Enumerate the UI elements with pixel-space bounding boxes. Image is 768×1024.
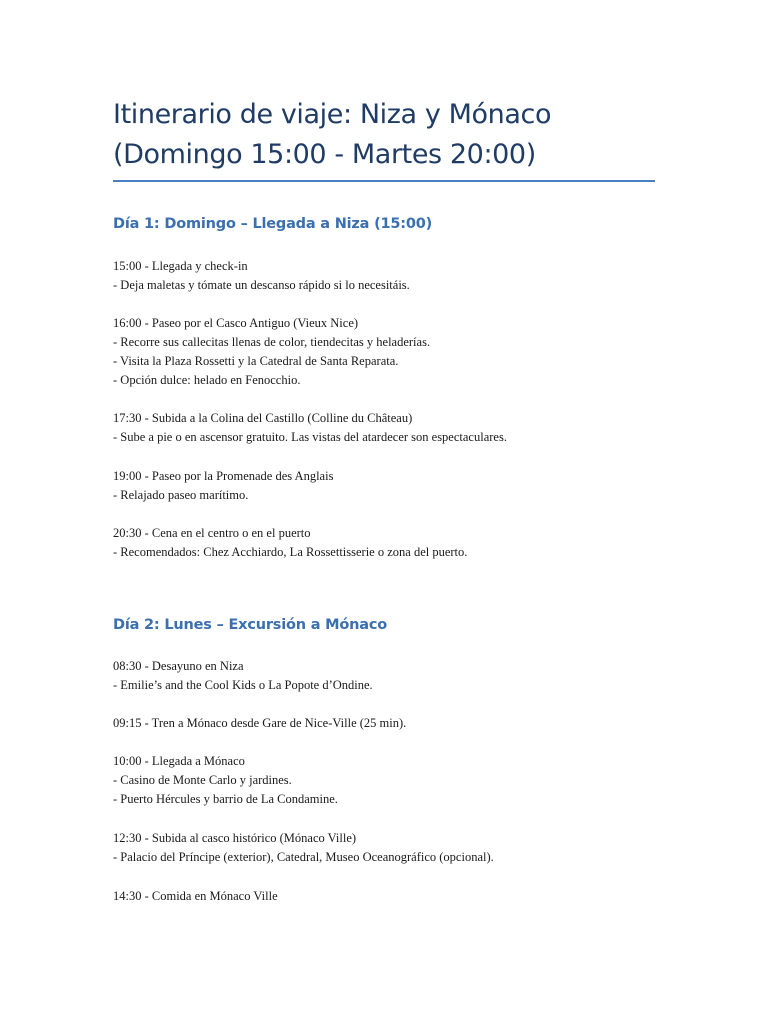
day-2-heading: Día 2: Lunes – Excursión a Mónaco — [113, 617, 388, 633]
entry-detail-line: - Emilie’s and the Cool Kids o La Popote d’Ondine. — [113, 678, 373, 692]
itinerary-entry-1730 — [113, 409, 713, 447]
title-line-1: Itinerario de viaje: Niza y Mónaco — [113, 99, 552, 130]
entry-detail-line: - Recomendados: Chez Acchiardo, La Rossettisserie o zona del puerto. — [113, 545, 468, 559]
itinerary-entry-2030 — [113, 524, 713, 562]
entry-detail-line: - Visita la Plaza Rossetti y la Catedral de Santa Reparata. — [113, 354, 399, 368]
itinerary-entry-1500 — [113, 257, 713, 295]
day-1-heading: Día 1: Domingo – Llegada a Niza (15:00) — [113, 216, 433, 232]
entry-detail-line: - Puerto Hércules y barrio de La Condamine. — [113, 792, 338, 806]
entry-detail-line: - Deja maletas y tómate un descanso rápido si lo necesitáis. — [113, 278, 410, 292]
itinerary-entry-1430 — [113, 887, 713, 906]
entry-detail-line: - Casino de Monte Carlo y jardines. — [113, 773, 292, 787]
entry-time-line: 15:00 - Llegada y check-in — [113, 259, 248, 273]
itinerary-entry-1000 — [113, 752, 713, 809]
entry-time-line: 16:00 - Paseo por el Casco Antiguo (Vieux Nice) — [113, 316, 359, 330]
document-title — [113, 95, 673, 175]
itinerary-entry-1900 — [113, 467, 713, 505]
entry-detail-line: - Sube a pie o en ascensor gratuito. Las vistas del atardecer son espectaculares. — [113, 430, 507, 444]
itinerary-entry-0830 — [113, 657, 713, 695]
entry-time-line: 14:30 - Comida en Mónaco Ville — [113, 889, 278, 903]
entry-time-line: 09:15 - Tren a Mónaco desde Gare de Nice-Ville (25 min). — [113, 716, 407, 730]
entry-time-line: 17:30 - Subida a la Colina del Castillo (Colline du Château) — [113, 411, 413, 425]
itinerary-entry-0915 — [113, 714, 713, 733]
entry-time-line: 10:00 - Llegada a Mónaco — [113, 754, 245, 768]
entry-detail-line: - Relajado paseo marítimo. — [113, 488, 249, 502]
itinerary-entry-1230 — [113, 829, 713, 867]
entry-time-line: 12:30 - Subida al casco histórico (Mónaco Ville) — [113, 831, 357, 845]
entry-detail-line: - Opción dulce: helado en Fenocchio. — [113, 373, 301, 387]
entry-time-line: 08:30 - Desayuno en Niza — [113, 659, 244, 673]
title-line-2: (Domingo 15:00 - Martes 20:00) — [113, 139, 536, 170]
entry-detail-line: - Palacio del Príncipe (exterior), Catedral, Museo Oceanográfico (opcional). — [113, 850, 494, 864]
title-underline — [113, 180, 655, 182]
itinerary-entry-1600 — [113, 314, 713, 390]
entry-time-line: 19:00 - Paseo por la Promenade des Anglais — [113, 469, 334, 483]
entry-time-line: 20:30 - Cena en el centro o en el puerto — [113, 526, 311, 540]
entry-detail-line: - Recorre sus callecitas llenas de color, tiendecitas y heladerías. — [113, 335, 431, 349]
